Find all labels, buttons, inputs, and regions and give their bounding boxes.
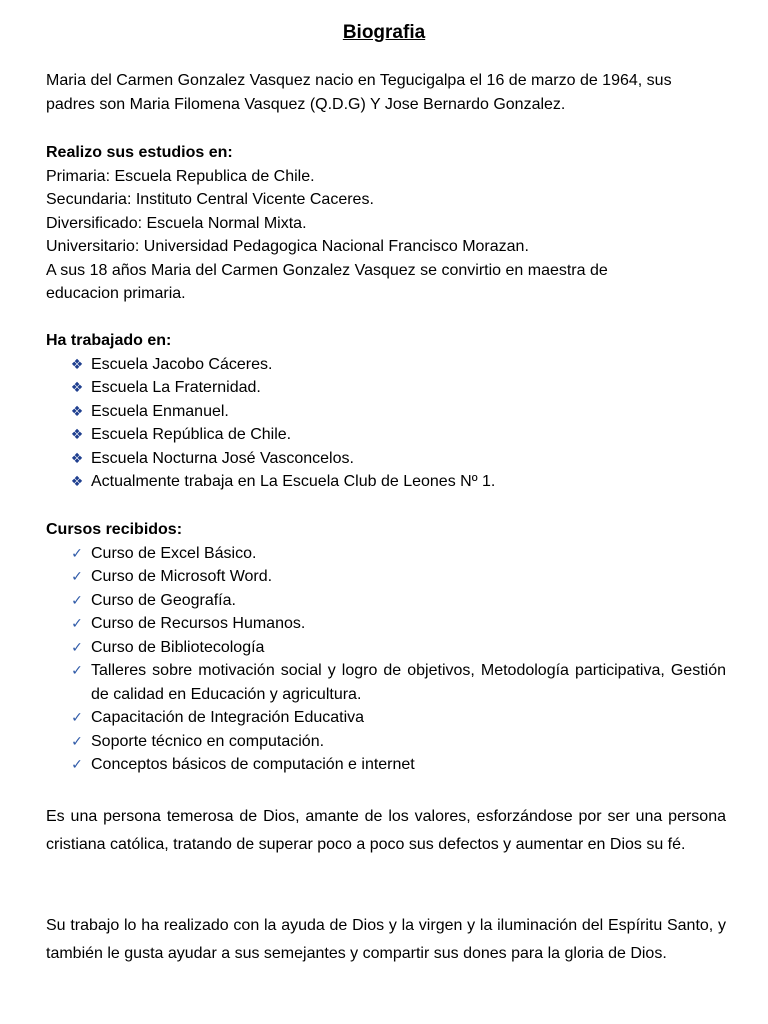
list-item: ✓ Curso de Excel Básico.: [46, 542, 726, 566]
list-item: ✓ Capacitación de Integración Educativa: [46, 706, 726, 730]
intro-line: padres son Maria Filomena Vasquez (Q.D.G) Y Jose Bernardo Gonzalez.: [46, 95, 566, 113]
checkmark-bullet-icon: ✓: [71, 615, 83, 631]
studies-section: [46, 141, 726, 306]
work-heading: Ha trabajado en:: [46, 332, 172, 349]
courses-list: [46, 542, 726, 777]
list-item: ✓ Conceptos básicos de computación e internet: [46, 753, 726, 777]
page-title: Biografia: [342, 22, 426, 43]
studies-heading: Realizo sus estudios en:: [46, 144, 233, 161]
checkmark-bullet-icon: ✓: [71, 591, 83, 608]
list-item: ✓ Talleres sobre motivación social y logro de objetivos, Metodología participativa, Gestión de calidad en Educación y agricultura.: [46, 659, 726, 706]
list-item: ✓ Curso de Geografía.: [46, 589, 726, 613]
closing-paragraph-faith: Es una persona temerosa de Dios, amante de los valores, esforzándose por ser una persona cristiana católica, tratando de superar poco a poco sus defectos y aumentar en Dios su fé.: [46, 808, 726, 853]
diamond-bullet-icon: ❖: [70, 355, 84, 372]
studies-line: Universitario: Universidad Pedagogica Nacional Francisco Morazan.: [46, 238, 529, 255]
checkmark-bullet-icon: ✓: [71, 732, 83, 749]
diamond-bullet-icon: ❖: [70, 402, 84, 419]
list-item: ✓ Curso de Microsoft Word.: [46, 565, 726, 589]
diamond-bullet-icon: ❖: [70, 426, 84, 442]
work-list: [46, 353, 726, 494]
studies-line: A sus 18 años Maria del Carmen Gonzalez Vasquez se convirtio en maestra de: [46, 261, 608, 279]
list-item: ❖ Escuela Jacobo Cáceres.: [46, 353, 726, 377]
list-item: ❖ Escuela La Fraternidad.: [46, 376, 726, 400]
list-item: ✓ Curso de Bibliotecología: [46, 636, 726, 660]
studies-line: Primaria: Escuela Republica de Chile.: [46, 167, 315, 185]
checkmark-bullet-icon: ✓: [71, 544, 83, 561]
work-section: [46, 329, 726, 494]
checkmark-bullet-icon: ✓: [71, 638, 83, 655]
courses-section: [46, 518, 726, 777]
list-item: ❖ Escuela Nocturna José Vasconcelos.: [46, 447, 726, 471]
list-item: ❖ Escuela Enmanuel.: [46, 400, 726, 424]
checkmark-bullet-icon: ✓: [71, 709, 83, 725]
intro-line: Maria del Carmen Gonzalez Vasquez nacio en Tegucigalpa el 16 de marzo de 1964, sus: [46, 72, 672, 89]
diamond-bullet-icon: ❖: [70, 449, 84, 466]
list-item: ❖ Escuela República de Chile.: [46, 423, 726, 447]
diamond-bullet-icon: ❖: [70, 473, 84, 489]
studies-line: Diversificado: Escuela Normal Mixta.: [46, 214, 307, 232]
checkmark-bullet-icon: ✓: [71, 568, 83, 584]
list-item: ✓ Soporte técnico en computación.: [46, 730, 726, 754]
list-item: ❖ Actualmente trabaja en La Escuela Club de Leones Nº 1.: [46, 470, 726, 494]
checkmark-bullet-icon: ✓: [71, 662, 83, 678]
closing-paragraph-work: Su trabajo lo ha realizado con la ayuda de Dios y la virgen y la iluminación del Espíritu Santo, y también le gusta ayudar a sus semejantes y compartir sus dones para la gloria de Dios.: [46, 917, 726, 962]
courses-heading: Cursos recibidos:: [46, 521, 183, 538]
intro-paragraph: [46, 69, 726, 116]
list-item: ✓ Curso de Recursos Humanos.: [46, 612, 726, 636]
studies-line: educacion primaria.: [46, 285, 186, 302]
studies-line: Secundaria: Instituto Central Vicente Caceres.: [46, 191, 374, 208]
diamond-bullet-icon: ❖: [70, 379, 84, 395]
checkmark-bullet-icon: ✓: [71, 756, 83, 772]
